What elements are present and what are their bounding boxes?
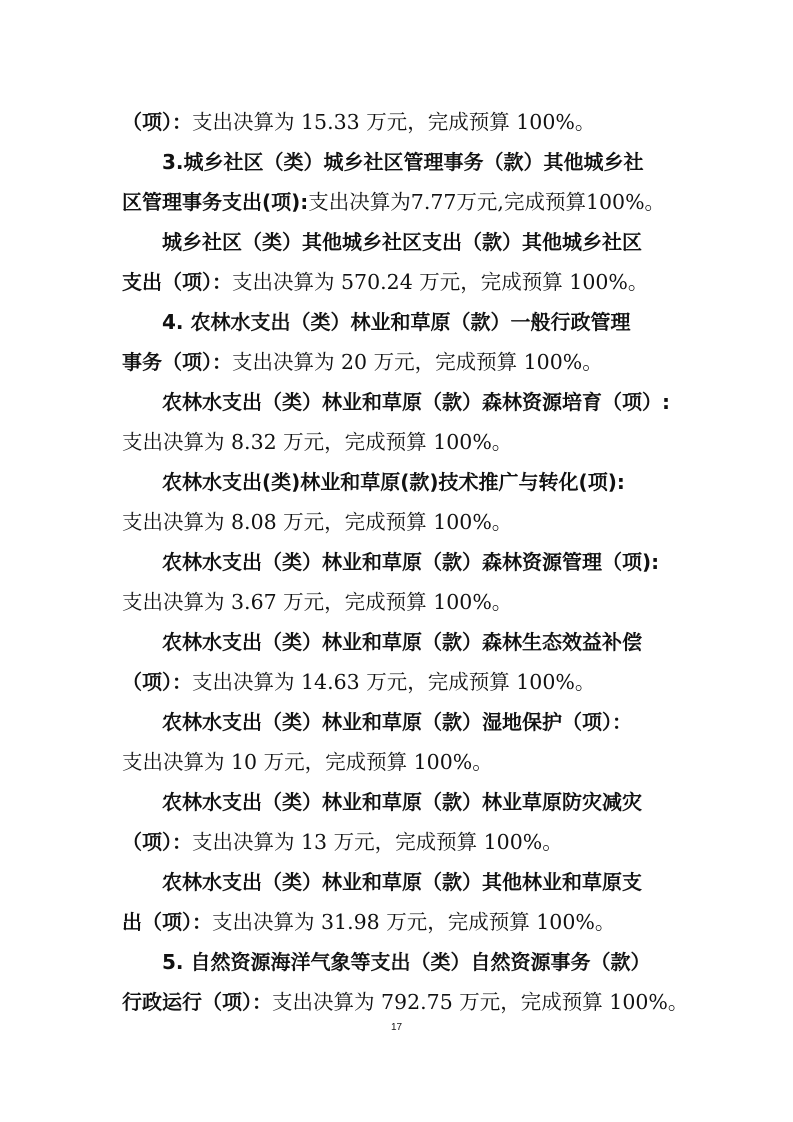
text-line <box>122 502 682 542</box>
text-line <box>122 102 682 142</box>
text-line <box>162 302 682 342</box>
text-line <box>122 182 682 222</box>
text-line <box>162 222 682 262</box>
text-line <box>122 902 682 942</box>
bold-heading-text: （项）： <box>122 110 192 134</box>
page-number: 17 <box>390 1022 403 1033</box>
body-text-span: 支出决算为 31.98 万元，完成预算 100%。 <box>212 910 616 934</box>
body-text-span: 支出决算为 10 万元，完成预算 100%。 <box>122 750 493 774</box>
text-line <box>162 382 682 422</box>
text-line <box>122 662 682 702</box>
body-text-span: 支出决算为 20 万元，完成预算 100%。 <box>232 350 603 374</box>
text-line <box>122 982 689 1022</box>
bold-heading-text: （项）： <box>122 830 192 854</box>
text-line <box>162 542 682 582</box>
bold-heading-text: 农林水支出（类）林业和草原（款）林业草原防灾减灾 <box>162 790 642 814</box>
text-line <box>162 702 682 742</box>
body-text-span: 支出决算为 14.63 万元，完成预算 100%。 <box>192 670 596 694</box>
text-line <box>122 422 682 462</box>
bold-heading-text: 城乡社区（类）其他城乡社区支出（款）其他城乡社区 <box>162 230 642 254</box>
text-line <box>122 262 682 302</box>
bold-heading-text: 农林水支出（类）林业和草原（款）森林资源管理（项): <box>162 550 660 574</box>
text-line <box>162 462 682 502</box>
bold-heading-text: 5. 自然资源海洋气象等支出（类）自然资源事务（款） <box>162 950 651 974</box>
bold-heading-text: 3.城乡社区（类）城乡社区管理事务（款）其他城乡社 <box>162 150 644 174</box>
text-line <box>162 622 682 662</box>
body-text-span: 支出决算为 8.08 万元，完成预算 100%。 <box>122 510 513 534</box>
text-line <box>122 742 682 782</box>
body-text-span: 支出决算为 3.67 万元，完成预算 100%。 <box>122 590 513 614</box>
body-text-span: 支出决算为 8.32 万元，完成预算 100%。 <box>122 430 513 454</box>
bold-heading-text: 农林水支出（类）林业和草原（款）森林资源培育（项）: <box>162 390 670 414</box>
bold-heading-text: 农林水支出(类)林业和草原(款)技术推广与转化(项): <box>162 470 625 494</box>
text-line <box>162 142 682 182</box>
text-line <box>122 822 682 862</box>
bold-heading-text: 4. 农林水支出（类）林业和草原（款）一般行政管理 <box>162 310 631 334</box>
bold-heading-text: 支出（项）： <box>122 270 232 294</box>
bold-heading-text: （项）： <box>122 670 192 694</box>
bold-heading-text: 农林水支出（类）林业和草原（款）其他林业和草原支 <box>162 870 642 894</box>
text-line <box>122 342 682 382</box>
bold-heading-text: 农林水支出（类）林业和草原（款）森林生态效益补偿 <box>162 630 642 654</box>
text-line <box>162 862 682 902</box>
text-line <box>162 782 682 822</box>
bold-heading-text: 出（项）： <box>122 910 212 934</box>
body-text-span: 支出决算为7.77万元,完成预算100%。 <box>308 190 666 214</box>
bold-heading-text: 事务（项）： <box>122 350 232 374</box>
body-text-span: 支出决算为 792.75 万元，完成预算 100%。 <box>272 990 689 1014</box>
body-text-span: 支出决算为 570.24 万元，完成预算 100%。 <box>232 270 649 294</box>
bold-heading-text: 区管理事务支出(项): <box>122 190 309 214</box>
text-line <box>162 942 682 982</box>
text-line <box>122 582 682 622</box>
body-text-span: 支出决算为 15.33 万元，完成预算 100%。 <box>192 110 596 134</box>
bold-heading-text: 农林水支出（类）林业和草原（款）湿地保护（项）： <box>162 710 632 734</box>
body-text-span: 支出决算为 13 万元，完成预算 100%。 <box>192 830 563 854</box>
bold-heading-text: 行政运行（项）： <box>122 990 272 1014</box>
